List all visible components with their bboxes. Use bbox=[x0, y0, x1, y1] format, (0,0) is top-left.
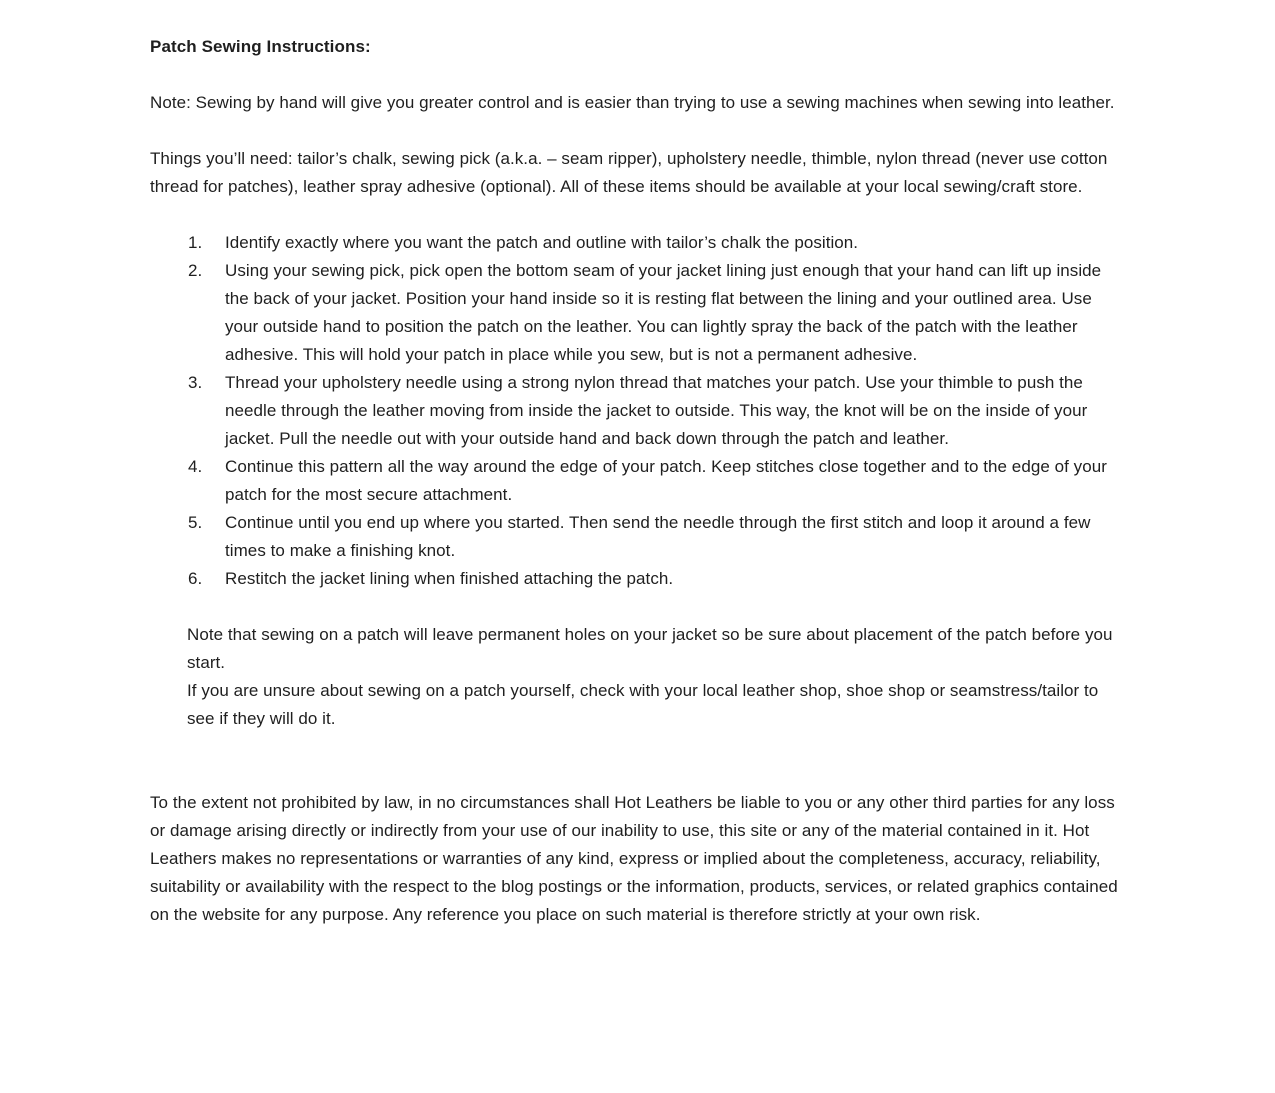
intro-note-paragraph: Note: Sewing by hand will give you greater control and is easier than trying to use a sewing machines when sewing into leather. bbox=[150, 93, 1115, 112]
instruction-steps-list bbox=[150, 229, 1125, 593]
step-item-6: Restitch the jacket lining when finished attaching the patch. bbox=[225, 569, 674, 588]
step-item-3: Thread your upholstery needle using a strong nylon thread that matches your patch. Use your thimble to push the needle through the leather moving from inside the jacket to outside. This way, the knot will be on the inside of your jacket. Pull the needle out with your outside hand and back down through the patch and leather. bbox=[225, 373, 1088, 448]
step-item-4: Continue this pattern all the way around the edge of your patch. Keep stitches close together and to the edge of your patch for the most secure attachment. bbox=[225, 457, 1107, 504]
step-item-5: Continue until you end up where you started. Then send the needle through the first stitch and loop it around a few times to make a finishing knot. bbox=[225, 513, 1091, 560]
notes-block bbox=[187, 621, 1127, 733]
unsure-note-paragraph: If you are unsure about sewing on a patch yourself, check with your local leather shop, shoe shop or seamstress/tailor to see if they will do it. bbox=[187, 681, 1099, 728]
disclaimer-paragraph: To the extent not prohibited by law, in no circumstances shall Hot Leathers be liable to you or any other third parties for any loss or damage arising directly or indirectly from your use of our inability to use, this site or any of the material contained in it. Hot Leathers makes no representations or warranties of any kind, express or implied about the completeness, accuracy, reliability, suitability or availability with the respect to the blog postings or the information, products, services, or related graphics contained on the website for any purpose. Any reference you place on such material is therefore strictly at your own risk. bbox=[150, 793, 1118, 924]
placement-note-paragraph: Note that sewing on a patch will leave permanent holes on your jacket so be sure about placement of the patch before you start. bbox=[187, 625, 1113, 672]
step-item-1: Identify exactly where you want the patch and outline with tailor’s chalk the position. bbox=[225, 233, 859, 252]
step-item-2: Using your sewing pick, pick open the bottom seam of your jacket lining just enough that your hand can lift up inside the back of your jacket. Position your hand inside so it is resting flat between the lining and your outlined area. Use your outside hand to position the patch on the leather. You can lightly spray the back of the patch with the leather adhesive. This will hold your patch in place while you sew, but is not a permanent adhesive. bbox=[225, 261, 1102, 364]
document-title: Patch Sewing Instructions: bbox=[150, 37, 371, 56]
things-needed-paragraph: Things you’ll need: tailor’s chalk, sewing pick (a.k.a. – seam ripper), upholstery needle, thimble, nylon thread (never use cotton thread for patches), leather spray adhesive (optional). All of these items should be available at your local sewing/craft store. bbox=[150, 149, 1108, 196]
